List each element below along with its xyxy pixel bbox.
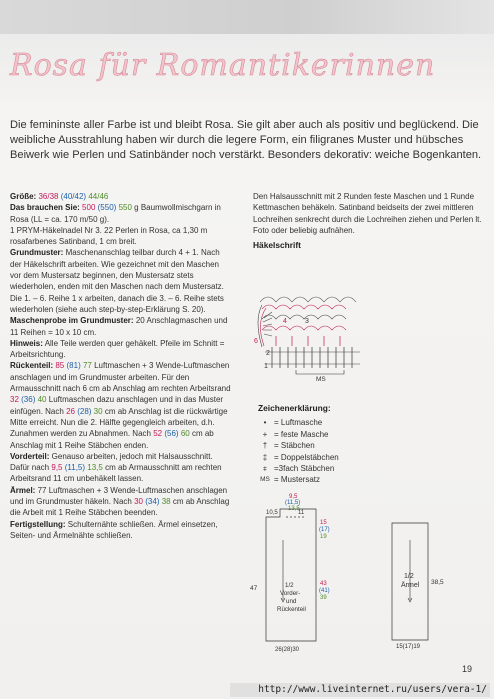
- symbol-legend: [258, 403, 438, 486]
- front-piece-section: Vorderteil: Genauso arbeiten, jedoch mit Halsausschnitt. Dafür nach 9,5 (11,5) 13,5 cm ab Armausschnitt am rechten Arbeitsrand 11 cm unbehäkelt lassen.: [10, 451, 222, 484]
- legend-heading: Zeichenerklärung:: [258, 403, 331, 413]
- materials-extra: 1 PRYM-Häkelnadel Nr 3. 22 Perlen in Rosa, ca 1,30 m rosafarbenes Satinband, 1 cm breit.: [10, 225, 208, 247]
- dim-115: (11,5): [285, 500, 301, 506]
- body-label-3: und: [286, 598, 297, 605]
- dim-11: 11: [298, 510, 305, 516]
- legend-item: • = Luftmasche: [258, 417, 438, 428]
- row-number-6: 6: [254, 338, 258, 345]
- source-url[interactable]: http://www.liveinternet.ru/users/vera-1/: [230, 683, 490, 697]
- row-number-2: 2: [266, 350, 270, 357]
- dim-15: 15: [320, 520, 327, 526]
- hint-section: Hinweis: Alle Teile werden quer gehäkelt. Pfeile im Schnitt = Arbeitsrichtung.: [10, 338, 225, 360]
- size-line: Größe: 36/38 (40/42) 44/46: [10, 192, 109, 201]
- pattern-repeat-icon: MS: [260, 476, 270, 484]
- dim-19: 19: [320, 534, 327, 540]
- dim-41: (41): [319, 588, 330, 594]
- dim-135: 13,5: [288, 506, 300, 512]
- crochet-chart-heading: Häkelschrift: [253, 240, 301, 251]
- row-number-3: 3: [305, 318, 309, 325]
- legend-item: † = Stäbchen: [258, 440, 438, 451]
- dim-39: 39: [320, 595, 327, 601]
- double-crochet-icon: †: [262, 441, 268, 451]
- crochet-chart: [258, 297, 360, 364]
- pattern-repeat-bracket: [296, 370, 344, 374]
- triple-treble-icon: ⧧: [262, 464, 268, 474]
- legend-item: ‡ = Doppelstäbchen: [258, 452, 438, 463]
- chain-stitch-icon: •: [263, 418, 267, 428]
- dim-bottom-body: 26(28)30: [275, 647, 300, 653]
- legend-item: MS = Mustersatz: [258, 474, 438, 485]
- treble-crochet-icon: ‡: [262, 452, 268, 462]
- single-crochet-icon: +: [262, 429, 268, 439]
- sleeve-section: Ärmel: 77 Luftmaschen + 3 Wende-Luftmaschen anschlagen und im Grundmuster häkeln. Nach 30 (34) 38 cm ab Anschlag die Arbeit mit 1 Reihe Stäbchen beenden.: [10, 485, 230, 518]
- sleeve-label-2: Ärmel: [401, 582, 420, 589]
- ms-label: MS: [316, 376, 326, 383]
- row-number-1: 1: [264, 363, 268, 370]
- intro-paragraph: Die femininste aller Farbe ist und bleibt Rosa. Sie gilt aber auch als positiv und beglückend. Die weibliche Ausstrahlung haben wir durch die legere Form, ein filigranes Muster und hübsches Beiwerk wie Perlen und Satinbänder noch verstärkt. Besonders dekorativ: weiche Bogenkanten.: [10, 119, 482, 162]
- dim-43: 43: [320, 581, 327, 587]
- legend-item: ⧧ =3fach Stäbchen: [258, 463, 438, 474]
- dim-47: 47: [250, 585, 258, 592]
- row-number-4: 4: [283, 318, 287, 325]
- body-schematic: [266, 509, 316, 641]
- dim-95: 9,5: [289, 494, 298, 500]
- dim-17: (17): [319, 527, 330, 533]
- back-piece-section: Rückenteil: 85 (81) 77 Luftmaschen + 3 Wende-Luftmaschen anschlagen und im Grundmuster arbeiten. Für den Armausschnitt nach 6 cm ab Anschlag am rechten Arbeitsrand 32 (36) 40 Luftmaschen dazu anschlagen und in das Muster einfügen. Nach 26 (28) 30 cm ab Anschlag ist die rückwärtige Mitte erreicht. Nun die 2. Hälfte gegengleich arbeiten, d.h. Zunahmen werden zu Abnahmen. Nach 52 (56) 60 cm ab Anschlag mit 1 Reihe Stäbchen enden.: [10, 361, 231, 450]
- body-label-2: Vorder-: [280, 590, 301, 597]
- sleeve-label-1: 1/2: [404, 573, 414, 580]
- gauge-section: Maschenprobe im Grundmuster: 20 Anschlagmaschen und 11 Reihen = 10 x 10 cm.: [10, 316, 228, 337]
- grundmuster-section: Grundmuster: Maschenanschlag teilbar durch 4 + 1. Nach der Häkelschrift arbeiten. Wie gezeichnet mit den Maschen vor dem Mustersatz beginnen, den Mustersatz stets wiederholen, enden mit den Maschen nach dem Mustersatz. Die 1. – 6. Reihe 1 x arbeiten, danach die 3. – 6. Reihe stets wiederholen (siehe auch step-by-step-Erklärung S. 20).: [10, 248, 224, 314]
- legend-item: + = feste Masche: [258, 429, 438, 440]
- dim-385: 38,5: [431, 579, 444, 586]
- page-number: 19: [462, 664, 473, 674]
- dim-105: 10,5: [266, 510, 278, 516]
- page-title: Rosa für Romantikerinnen: [10, 48, 436, 83]
- body-label-4: Rückenteil: [277, 606, 306, 613]
- finishing-section: Fertigstellung: Schulternähte schließen. Ärmel einsetzen, Seiten- und Ärmelnähte schließen.: [10, 519, 218, 540]
- body-label-1: 1/2: [285, 582, 294, 589]
- dim-bottom-sleeve: 15(17)19: [396, 644, 421, 650]
- neckline-text: Den Halsausschnitt mit 2 Runden feste Maschen und 1 Runde Kettmaschen behäkeln. Satinband beidseits der zwei mittleren Lochreihen senkrecht durch die Lochreihen ziehen und Perlen lt. Foto oder beliebig aufnähen.: [253, 192, 482, 235]
- materials-line: Das brauchen Sie: 500 (550) 550 g Baumwollmischgarn in Rosa (LL = ca. 170 m/50 g).: [10, 203, 221, 224]
